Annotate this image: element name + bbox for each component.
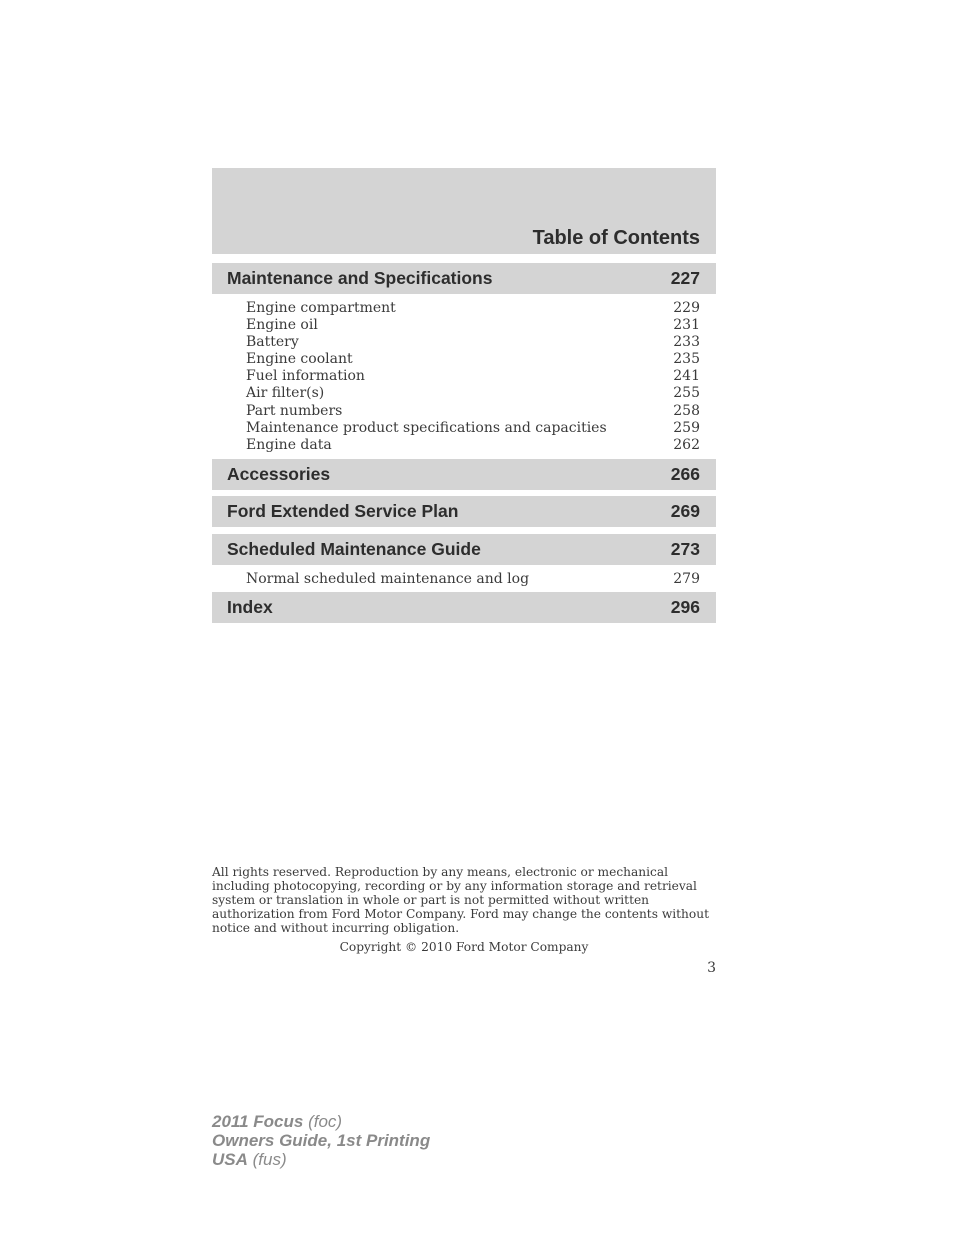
toc-header bbox=[212, 168, 716, 254]
entry-label: Engine data bbox=[246, 436, 332, 453]
toc-sublist-maintenance bbox=[246, 300, 700, 454]
section-title: Scheduled Maintenance Guide bbox=[227, 539, 481, 559]
entry-label: Part numbers bbox=[246, 402, 343, 419]
footer-model: 2011 Focus bbox=[212, 1112, 304, 1131]
section-title: Accessories bbox=[227, 464, 331, 484]
entry-page: 235 bbox=[673, 351, 700, 368]
rights-disclaimer: All rights reserved. Reproduction by any means, electronic or mechanical including photocopying, recording or by any information storage and retrieval system or translation in whole or part is not permitted without written authorization from Ford Motor Company. Ford may change the contents without notice and without incurring obligation. bbox=[212, 865, 709, 935]
section-title: Ford Extended Service Plan bbox=[227, 501, 459, 521]
entry-label: Maintenance product specifications and capacities bbox=[246, 419, 607, 436]
toc-entry[interactable] bbox=[246, 437, 700, 454]
toc-entry[interactable] bbox=[246, 300, 700, 317]
footer-printing: Owners Guide, 1st Printing bbox=[212, 1131, 431, 1150]
entry-page: 233 bbox=[673, 334, 700, 351]
entry-page: 255 bbox=[673, 385, 700, 402]
toc-entry[interactable] bbox=[246, 420, 700, 437]
entry-page: 229 bbox=[673, 300, 700, 316]
footer-market-code: (fus) bbox=[252, 1150, 287, 1169]
toc-section-accessories[interactable] bbox=[212, 459, 716, 490]
toc-section-maintenance[interactable] bbox=[212, 263, 716, 294]
entry-label: Engine coolant bbox=[246, 351, 353, 368]
section-title: Index bbox=[227, 597, 273, 617]
section-page: 273 bbox=[670, 539, 700, 559]
section-title: Maintenance and Specifications bbox=[227, 268, 493, 288]
footer-line-market bbox=[212, 1150, 430, 1169]
toc-entry[interactable] bbox=[246, 334, 700, 351]
copyright-notice: Copyright © 2010 Ford Motor Company bbox=[339, 940, 589, 954]
entry-page: 258 bbox=[673, 402, 700, 419]
toc-entry[interactable] bbox=[246, 351, 700, 368]
page-title: Table of Contents bbox=[532, 227, 700, 249]
toc-section-index[interactable] bbox=[212, 592, 716, 623]
entry-label: Normal scheduled maintenance and log bbox=[246, 571, 530, 587]
entry-page: 279 bbox=[673, 571, 700, 587]
entry-label: Air filter(s) bbox=[246, 385, 325, 402]
entry-page: 262 bbox=[673, 436, 700, 453]
footer-line-model bbox=[212, 1112, 430, 1131]
section-page: 296 bbox=[670, 597, 700, 617]
toc-sublist-scheduled-maintenance bbox=[246, 571, 700, 588]
entry-label: Engine oil bbox=[246, 317, 318, 334]
toc-entry[interactable] bbox=[246, 571, 700, 588]
toc-section-extended-service-plan[interactable] bbox=[212, 496, 716, 527]
toc-section-scheduled-maintenance[interactable] bbox=[212, 534, 716, 565]
entry-page: 259 bbox=[673, 419, 700, 436]
entry-page: 231 bbox=[673, 317, 700, 334]
entry-label: Fuel information bbox=[246, 368, 365, 385]
section-page: 227 bbox=[670, 268, 700, 288]
print-footer bbox=[212, 1112, 430, 1169]
toc-entry[interactable] bbox=[246, 317, 700, 334]
entry-label: Engine compartment bbox=[246, 300, 396, 316]
section-page: 266 bbox=[670, 464, 700, 484]
entry-page: 241 bbox=[673, 368, 700, 385]
entry-label: Battery bbox=[246, 334, 299, 351]
footer-market: USA bbox=[212, 1150, 248, 1169]
toc-entry[interactable] bbox=[246, 385, 700, 402]
toc-entry[interactable] bbox=[246, 368, 700, 385]
footer-model-code: (foc) bbox=[308, 1112, 343, 1131]
page-number: 3 bbox=[707, 960, 716, 976]
section-page: 269 bbox=[670, 501, 700, 521]
toc-entry[interactable] bbox=[246, 403, 700, 420]
